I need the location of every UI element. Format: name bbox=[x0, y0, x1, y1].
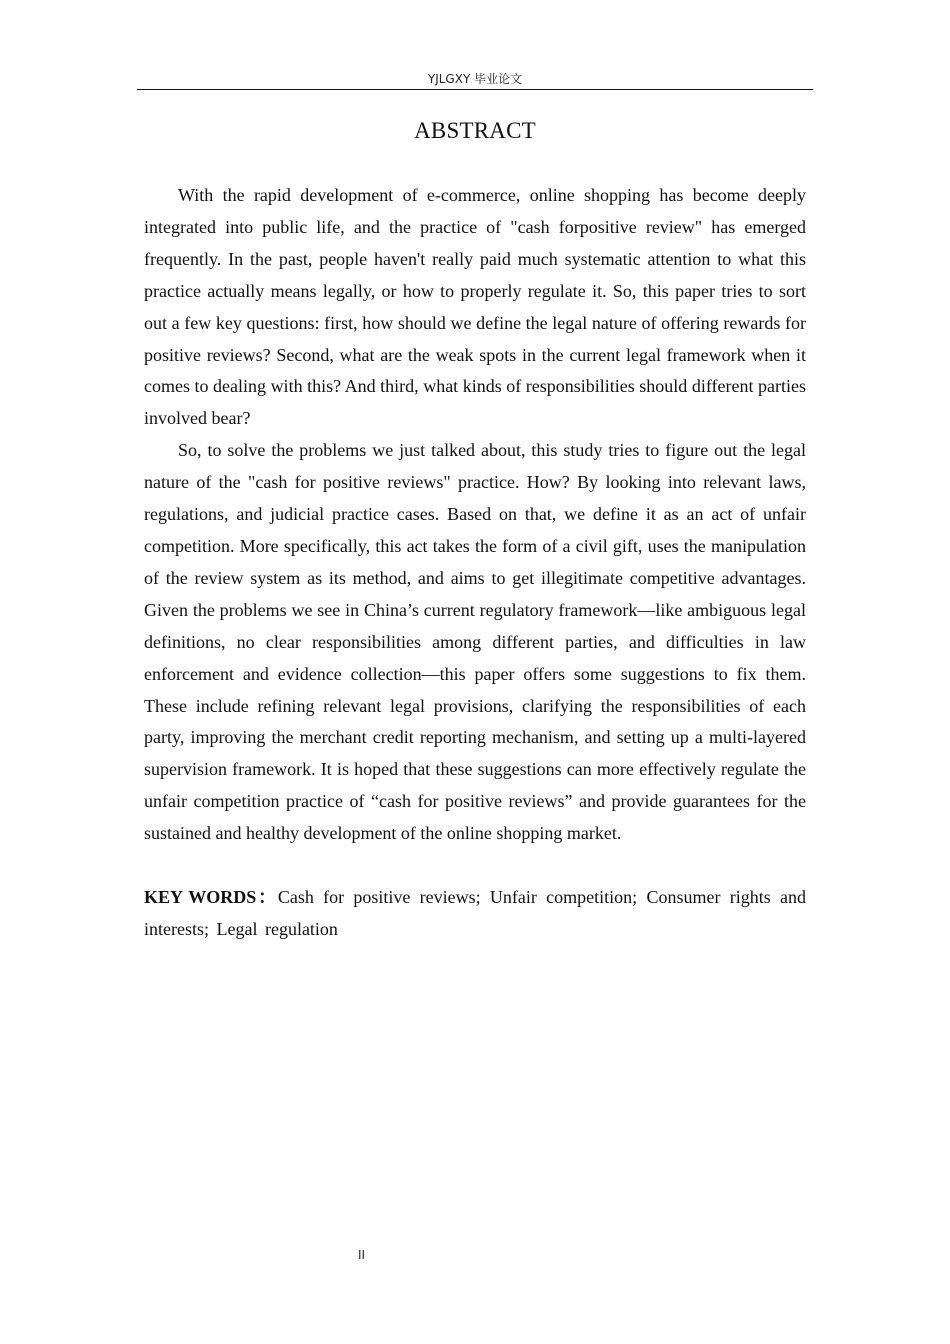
keywords-label: KEY WORDS： bbox=[144, 887, 278, 907]
keywords-text: Cash for positive reviews; Unfair competition; Consumer rights and interests; Legal regulation bbox=[144, 887, 806, 939]
header-text: YJLGXY 毕业论文 bbox=[427, 72, 523, 86]
abstract-paragraph-2: So, to solve the problems we just talked about, this study tries to figure out the legal nature of the "cash for positive reviews" practice. How? By looking into relevant laws, regulations, and judicial practice cases. Based on that, we define it as an act of unfair competition. More specifically, this act takes the form of a civil gift, uses the manipulation of the review system as its method, and aims to get illegitimate competitive advantages. Given the problems we see in China’s current regulatory framework—like ambiguous legal definitions, no clear responsibilities among different parties, and difficulties in law enforcement and evidence collection—this paper offers some suggestions to fix them. These include refining relevant legal provisions, clarifying the responsibilities of each party, improving the merchant credit reporting mechanism, and setting up a multi-layered supervision framework. It is hoped that these suggestions can more effectively regulate the unfair competition practice of “cash for positive reviews” and provide guarantees for the sustained and healthy development of the online shopping market. bbox=[144, 440, 806, 844]
keywords bbox=[144, 881, 806, 945]
abstract-paragraph-1: With the rapid development of e-commerce, online shopping has become deeply integrated into public life, and the practice of "cash forpositive review" has emerged frequently. In the past, people haven't really paid much systematic attention to what this practice actually means legally, or how to properly regulate it. So, this paper tries to sort out a few key questions: first, how should we define the legal nature of offering rewards for positive reviews? Second, what are the weak spots in the current legal framework when it comes to dealing with this? And third, what kinds of responsibilities should different parties involved bear? bbox=[144, 185, 806, 429]
abstract-title: ABSTRACT bbox=[414, 118, 536, 143]
abstract-body bbox=[144, 180, 806, 850]
page-header bbox=[137, 70, 813, 90]
page-number: II bbox=[358, 1248, 366, 1262]
